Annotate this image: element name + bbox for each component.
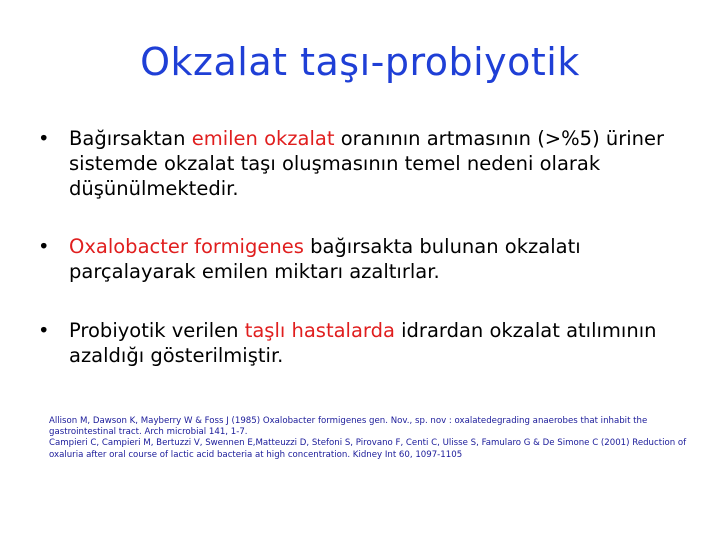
slide-title: Okzalat taşı-probiyotik	[140, 40, 580, 84]
bullet-dot-icon: •	[38, 127, 50, 150]
bullet-text-post: bağırsakta bulunan okzalatı parçalayarak emilen miktarı azaltırlar.	[69, 235, 581, 283]
bullet-dot-icon: •	[38, 235, 50, 258]
reference-item: Campieri C, Campieri M, Bertuzzi V, Swennen E,Matteuzzi D, Stefoni S, Pirovano F, Centi C, Ulisse S, Famularo G & De Simone C (2001) Reduction of oxaluria after oral course of lactic acid bacteria at high concentration. Kidney Int 60, 1097-1105	[49, 438, 687, 460]
bullet-list	[38, 126, 698, 368]
bullet-text-post: oranının artmasının (>%5) üriner sistemde okzalat taşı oluşmasının temel nedeni olarak düşünülmektedir.	[69, 127, 665, 200]
bullet-highlight: taşlı hastalarda	[244, 319, 395, 342]
bullet-highlight: emilen okzalat	[191, 127, 335, 150]
bullet-text-pre: Bağırsaktan	[69, 127, 192, 150]
bullet-highlight: Oxalobacter formigenes	[69, 235, 304, 258]
bullet-item-3	[38, 318, 698, 368]
bullet-item-1	[38, 126, 698, 201]
bullet-dot-icon: •	[38, 319, 50, 342]
bullet-item-2	[38, 234, 698, 284]
references	[49, 416, 689, 461]
reference-item: Allison M, Dawson K, Mayberry W & Foss J (1985) Oxalobacter formigenes gen. Nov., sp. nov : oxalatedegrading anaerobes that inhabit the gastrointestinal tract. Arch microbial 141, 1-7.	[49, 416, 648, 438]
bullet-text-post: idrardan okzalat atılımının azaldığı gösterilmiştir.	[69, 319, 657, 367]
bullet-text-pre: Probiyotik verilen	[69, 319, 245, 342]
